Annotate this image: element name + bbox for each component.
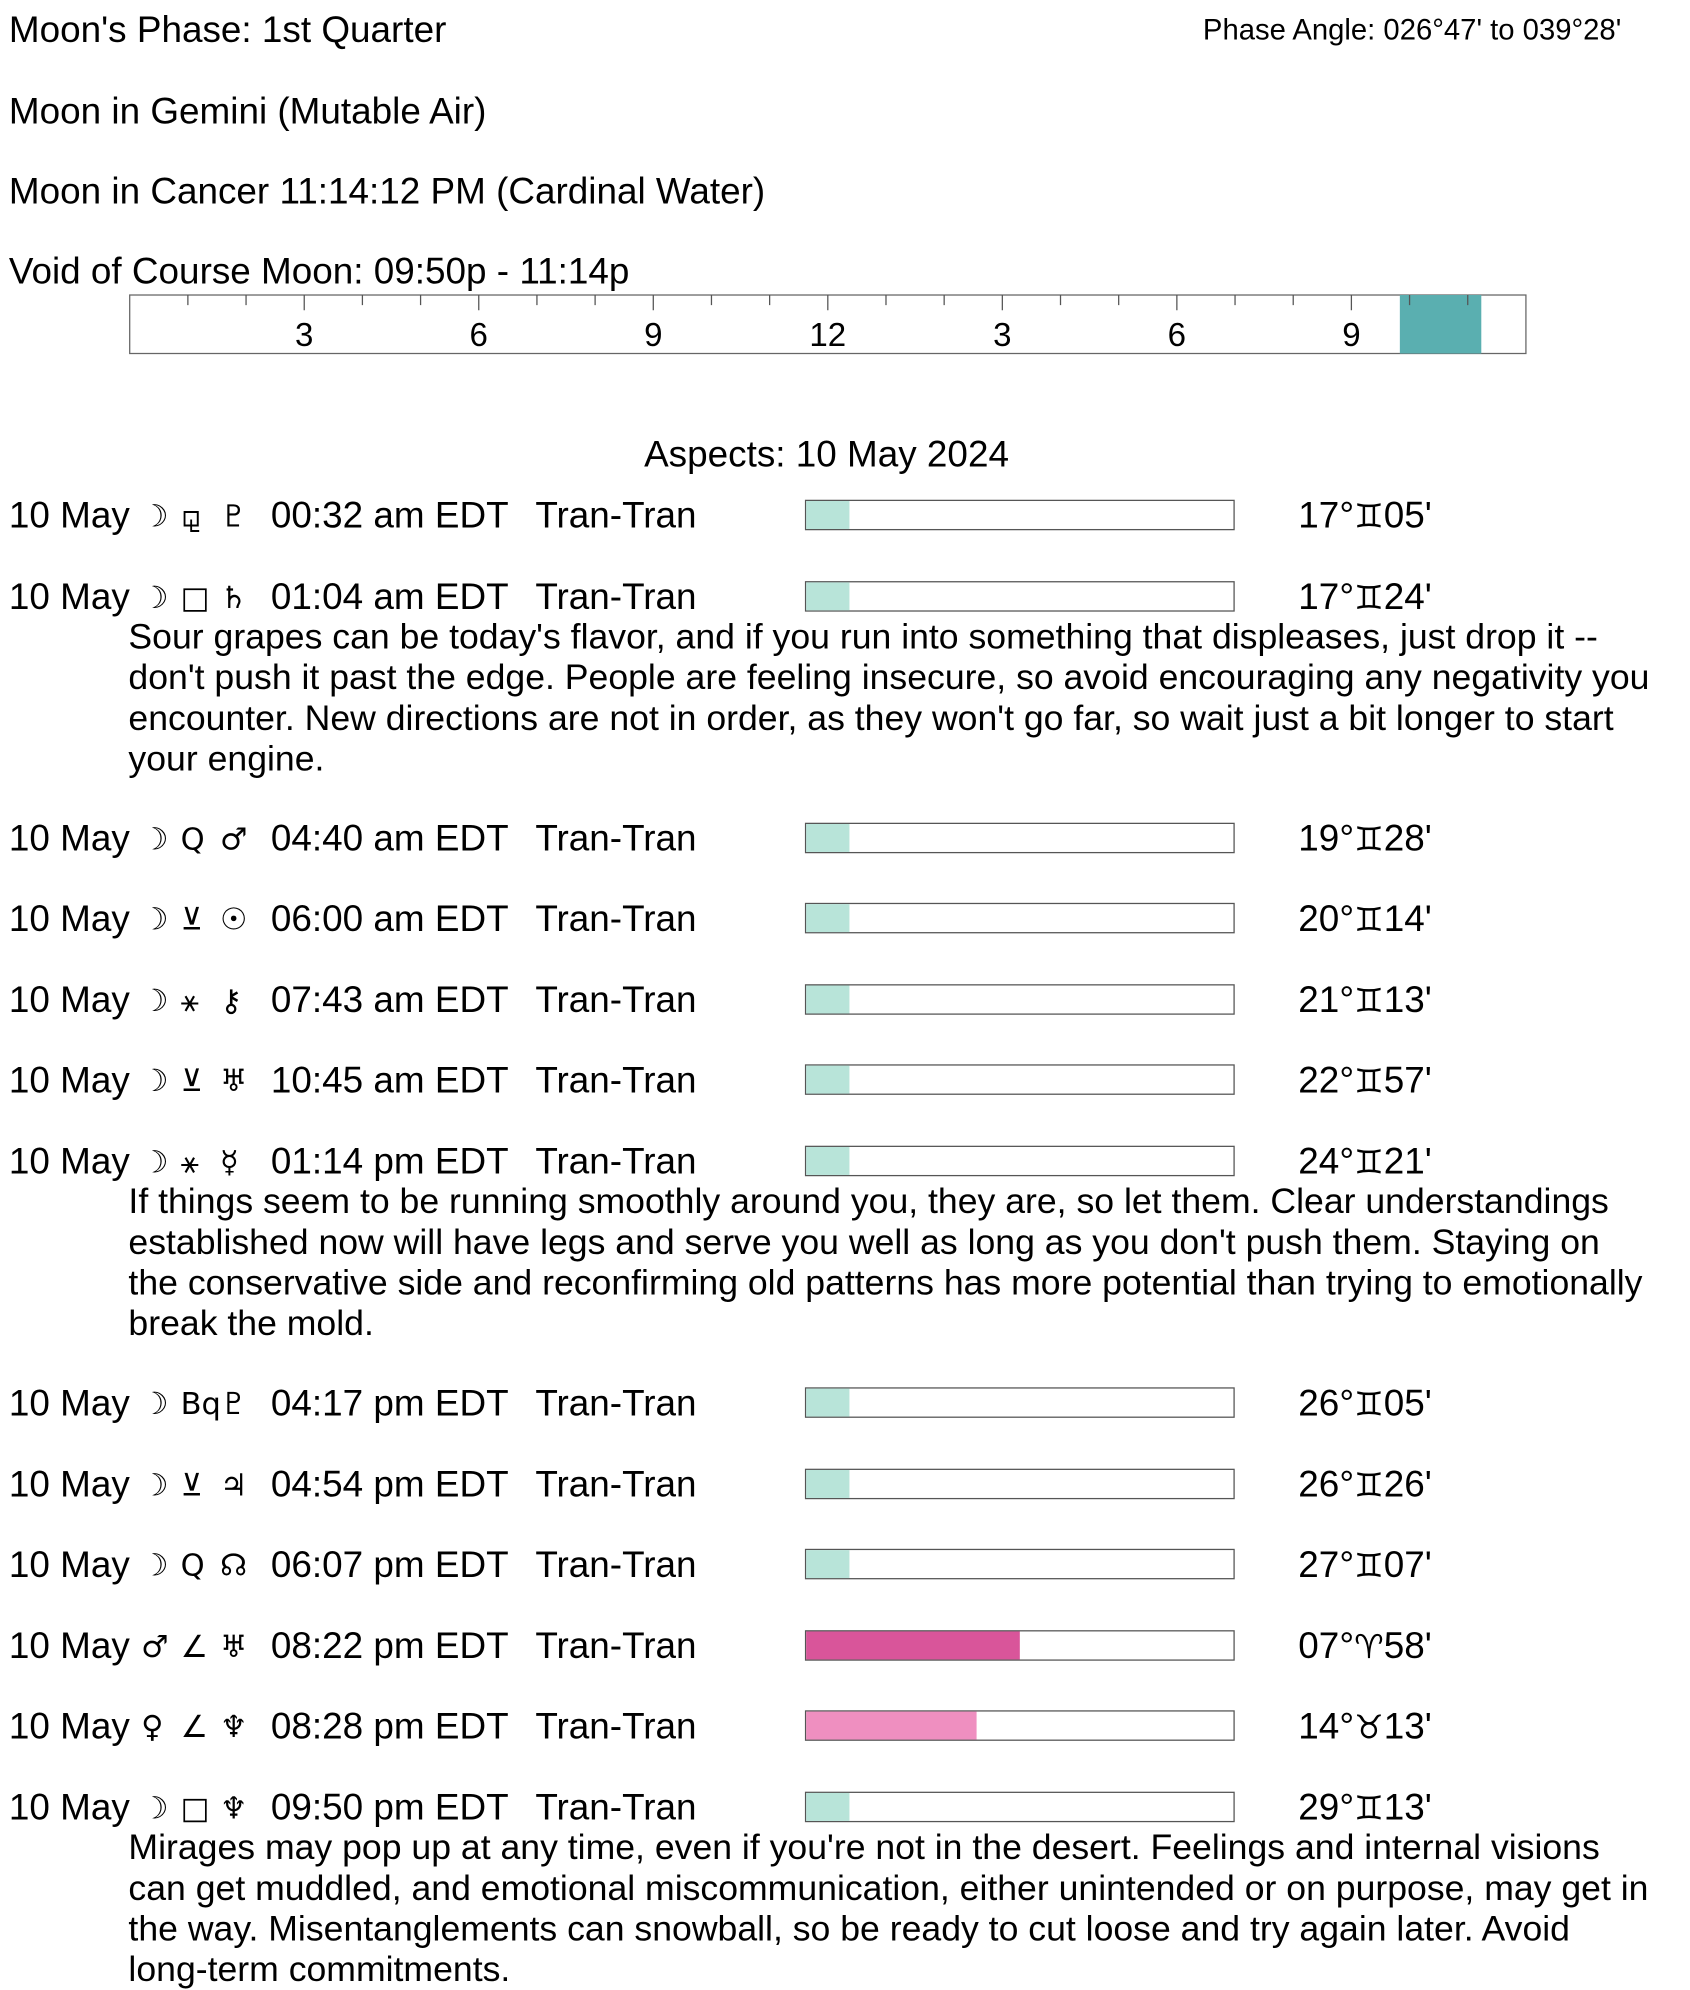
zodiac-sign-glyph: ♊ [1354,1466,1384,1506]
aspect-glyph: □ [180,1790,210,1827]
aspect-strength-fill [806,1469,849,1497]
aspect-type: Tran-Tran [535,1141,697,1183]
planet1-glyph: ☽ [141,901,169,938]
position-degree: 27° [1298,1545,1355,1586]
aspect-strength-bar [805,1549,1235,1580]
aspect-row [9,495,1688,538]
aspect-glyph: Bq [180,1386,221,1422]
aspect-time: 04:17 pm EDT [270,1383,509,1425]
position-minutes: 24' [1383,576,1432,618]
aspect-time: 06:07 pm EDT [270,1545,509,1586]
aspect-glyph: Q [180,1547,205,1584]
planet2-glyph: ♄ [219,579,248,615]
aspect-strength-fill [806,1389,849,1417]
timeline-hour-label: 9 [1342,316,1361,354]
aspect-position [1298,1463,1431,1508]
aspect-row [9,1141,1688,1184]
aspect-time: 09:50 pm EDT [270,1787,509,1829]
position-degree: 17° [1298,495,1355,537]
aspect-date: 10 May [8,899,130,940]
aspect-date: 10 May [8,1787,130,1829]
aspect-glyph: ⊻ [180,1466,203,1503]
zodiac-sign-glyph: ♊ [1354,820,1384,860]
aspect-strength-fill [806,985,849,1013]
aspect-row [9,1625,1688,1668]
aspect-interpretation: If things seem to be running smoothly around you, they are, so let them. Clear understandings established now will have legs and serve you well as long as you don't push them. Staying on the conservative side and reconfirming old patterns has more potential than trying to emotionally break the mold. [128,1181,1643,1343]
position-minutes: 07' [1383,1545,1432,1586]
zodiac-sign-glyph: ♊ [1354,982,1384,1021]
planet2-glyph: ⚷ [219,982,243,1019]
position-minutes: 14' [1383,899,1432,940]
aspect-strength-fill [806,582,849,610]
aspect-strength-bar [805,1630,1235,1661]
planet1-glyph: ♀ [141,1709,164,1746]
planet1-glyph: ☽ [141,1790,169,1827]
position-minutes: 26' [1383,1464,1432,1506]
aspect-row [9,1060,1688,1103]
position-degree: 26° [1298,1383,1355,1425]
planet1-glyph: ☽ [141,820,169,857]
zodiac-sign-glyph: ♉ [1354,1709,1384,1748]
timeline-hour-label: 3 [295,316,314,354]
position-degree: 19° [1298,818,1355,860]
aspect-date: 10 May [8,1383,130,1425]
position-minutes: 13' [1383,980,1432,1021]
aspect-time: 10:45 am EDT [270,1061,509,1102]
aspect-strength-bar [805,1065,1235,1096]
aspect-time: 08:28 pm EDT [270,1706,509,1748]
aspect-type: Tran-Tran [535,495,697,537]
planet2-glyph: ☉ [219,901,248,938]
aspect-position [1298,1382,1431,1427]
aspect-type: Tran-Tran [535,1464,697,1506]
aspect-strength-fill [806,501,849,529]
aspect-position [1298,1060,1431,1105]
planet1-glyph: ☽ [141,498,169,535]
aspect-time: 07:43 am EDT [270,980,509,1021]
aspect-strength-bar [805,822,1235,853]
moon-sign-cancer: Moon in Cancer 11:14:12 PM (Cardinal Water) [8,171,766,213]
planet2-glyph: ♅ [219,1628,248,1665]
aspect-glyph: ⚹ [180,1144,199,1181]
aspect-row [9,1544,1688,1587]
aspect-strength-fill [806,823,849,851]
aspect-time: 01:14 pm EDT [270,1141,509,1183]
planet2-glyph: ♂ [219,820,248,857]
position-minutes: 05' [1383,495,1432,537]
timeline-hour-label: 3 [993,316,1012,354]
position-minutes: 05' [1383,1383,1432,1425]
aspect-strength-bar [805,1711,1235,1742]
timeline-hour-label: 6 [469,316,488,354]
aspect-strength-bar [805,500,1235,531]
zodiac-sign-glyph: ♊ [1354,901,1384,940]
planet1-glyph: ☽ [141,1063,169,1100]
position-degree: 21° [1298,980,1355,1021]
position-degree: 14° [1298,1706,1355,1748]
aspect-glyph: ∠ [180,1628,208,1665]
planet2-glyph: ♇ [219,498,248,535]
aspect-type: Tran-Tran [535,1706,697,1748]
timeline-chart [128,294,1527,355]
planet2-glyph: ☊ [219,1547,248,1584]
aspect-type: Tran-Tran [535,1626,697,1667]
aspect-strength-bar [805,1146,1235,1177]
aspect-row [9,817,1688,860]
moon-phase: Moon's Phase: 1st Quarter [8,10,447,51]
aspect-time: 06:00 am EDT [270,899,509,940]
phase-angle: Phase Angle: 026°47' to 039°28' [1202,12,1622,46]
position-degree: 26° [1298,1464,1355,1506]
aspect-strength-fill [806,1147,849,1175]
aspect-position [1298,576,1431,621]
aspect-row [9,1787,1688,1830]
aspect-strength-bar [805,984,1235,1015]
zodiac-sign-glyph: ♊ [1354,1386,1384,1425]
planet2-glyph: ♇ [219,1386,248,1422]
planet2-glyph: ♅ [219,1063,248,1100]
aspect-date: 10 May [8,980,130,1021]
aspect-time: 04:40 am EDT [270,818,509,860]
aspect-type: Tran-Tran [535,576,697,618]
aspect-position [1298,1544,1431,1589]
aspect-glyph: ∠ [180,1709,208,1746]
aspect-glyph: ⊻ [180,1063,203,1100]
moon-sign-gemini: Moon in Gemini (Mutable Air) [8,91,487,133]
aspect-type: Tran-Tran [535,1545,697,1586]
aspect-time: 08:22 pm EDT [270,1626,509,1667]
aspect-date: 10 May [8,1545,130,1586]
aspect-type: Tran-Tran [535,899,697,940]
aspect-interpretation: Mirages may pop up at any time, even if you're not in the desert. Feelings and internal visions can get muddled, and emotional miscommunication, either unintended or on purpose, may get in the way. Misentanglements can snowball, so be ready to cut loose and try again later. Avoid long-term commitments. [128,1827,1649,1989]
aspect-date: 10 May [8,1464,130,1506]
planet1-glyph: ☽ [141,1547,169,1584]
zodiac-sign-glyph: ♊ [1354,1790,1384,1829]
aspect-time: 01:04 am EDT [270,576,509,618]
aspect-row [9,1463,1688,1506]
timeline-hour-label: 9 [644,316,663,354]
aspect-position [1298,979,1431,1024]
aspect-glyph: Q [180,820,205,857]
aspect-type: Tran-Tran [535,1787,697,1829]
planet2-glyph: ☿ [219,1144,239,1181]
aspect-strength-bar [805,1387,1235,1418]
planet1-glyph: ☽ [141,1466,169,1503]
aspect-date: 10 May [8,576,130,618]
aspect-strength-fill [806,904,849,932]
position-degree: 17° [1298,576,1355,618]
aspect-strength-fill [806,1793,849,1821]
aspect-position [1298,495,1431,540]
zodiac-sign-glyph: ♊ [1354,579,1384,618]
aspect-strength-fill [806,1631,1020,1659]
planet2-glyph: ♆ [219,1790,248,1827]
aspect-date: 10 May [8,1061,130,1102]
aspect-row [9,898,1688,941]
aspect-strength-fill [806,1550,849,1578]
position-degree: 20° [1298,899,1355,940]
zodiac-sign-glyph: ♈ [1354,1628,1384,1667]
aspect-position [1298,1706,1431,1751]
aspect-date: 10 May [8,495,130,537]
planet1-glyph: ☽ [141,982,169,1019]
aspect-date: 10 May [8,1706,130,1748]
aspect-strength-bar [805,1468,1235,1499]
aspect-row [9,1382,1688,1425]
aspect-row [9,1706,1688,1749]
aspect-strength-bar [805,1792,1235,1823]
zodiac-sign-glyph: ♊ [1354,1063,1384,1102]
aspect-type: Tran-Tran [535,1383,697,1425]
aspect-time: 04:54 pm EDT [270,1464,509,1506]
aspect-time: 00:32 am EDT [270,495,509,537]
void-of-course-block [1400,295,1481,353]
aspect-strength-bar [805,903,1235,934]
zodiac-sign-glyph: ♊ [1354,1144,1384,1183]
aspect-strength-fill [806,1712,977,1740]
timeline-hour-label: 12 [809,316,847,354]
aspect-position [1298,898,1431,943]
planet1-glyph: ☽ [141,1144,169,1181]
planet1-glyph: ☽ [141,579,169,615]
aspects-title: Aspects: 10 May 2024 [644,434,1009,476]
aspect-row [9,576,1688,619]
planet2-glyph: ♃ [219,1466,248,1503]
zodiac-sign-glyph: ♊ [1354,1547,1384,1586]
position-minutes: 21' [1383,1141,1432,1183]
position-minutes: 57' [1383,1061,1432,1102]
position-degree: 29° [1298,1787,1355,1829]
aspect-position [1298,1787,1431,1832]
aspect-type: Tran-Tran [535,818,697,860]
planet1-glyph: ☽ [141,1386,169,1422]
aspect-strength-bar [805,581,1235,612]
aspect-position [1298,1625,1431,1670]
position-degree: 22° [1298,1061,1355,1102]
planet2-glyph: ♆ [219,1709,248,1746]
position-degree: 07° [1298,1626,1355,1667]
position-minutes: 28' [1383,818,1432,860]
timeline-hour-label: 6 [1167,316,1187,354]
aspect-position [1298,817,1431,862]
aspect-glyph: ⊻ [180,901,203,938]
aspect-date: 10 May [8,818,130,860]
aspect-glyph: ⚹ [180,982,199,1019]
position-minutes: 13' [1383,1706,1432,1748]
aspect-date: 10 May [8,1141,130,1183]
aspect-position [1298,1141,1431,1186]
aspect-row [9,979,1688,1022]
aspect-glyph: □ [180,579,210,615]
aspect-glyph: ⚼ [180,498,202,535]
planet1-glyph: ♂ [141,1628,169,1665]
aspect-strength-fill [806,1066,849,1094]
void-of-course: Void of Course Moon: 09:50p - 11:14p [8,251,630,293]
position-degree: 24° [1298,1141,1355,1183]
aspect-date: 10 May [8,1626,130,1667]
aspect-type: Tran-Tran [535,1061,697,1102]
position-minutes: 58' [1383,1626,1432,1667]
aspect-type: Tran-Tran [535,980,697,1021]
position-minutes: 13' [1383,1787,1432,1829]
zodiac-sign-glyph: ♊ [1354,498,1384,537]
aspect-interpretation: Sour grapes can be today's flavor, and if you run into something that displeases, just drop it -- don't push it past the edge. People are feeling insecure, so avoid encouraging any negativity you encounter. New directions are not in order, as they won't go far, so wait just a bit longer to start your engine. [128,616,1650,778]
